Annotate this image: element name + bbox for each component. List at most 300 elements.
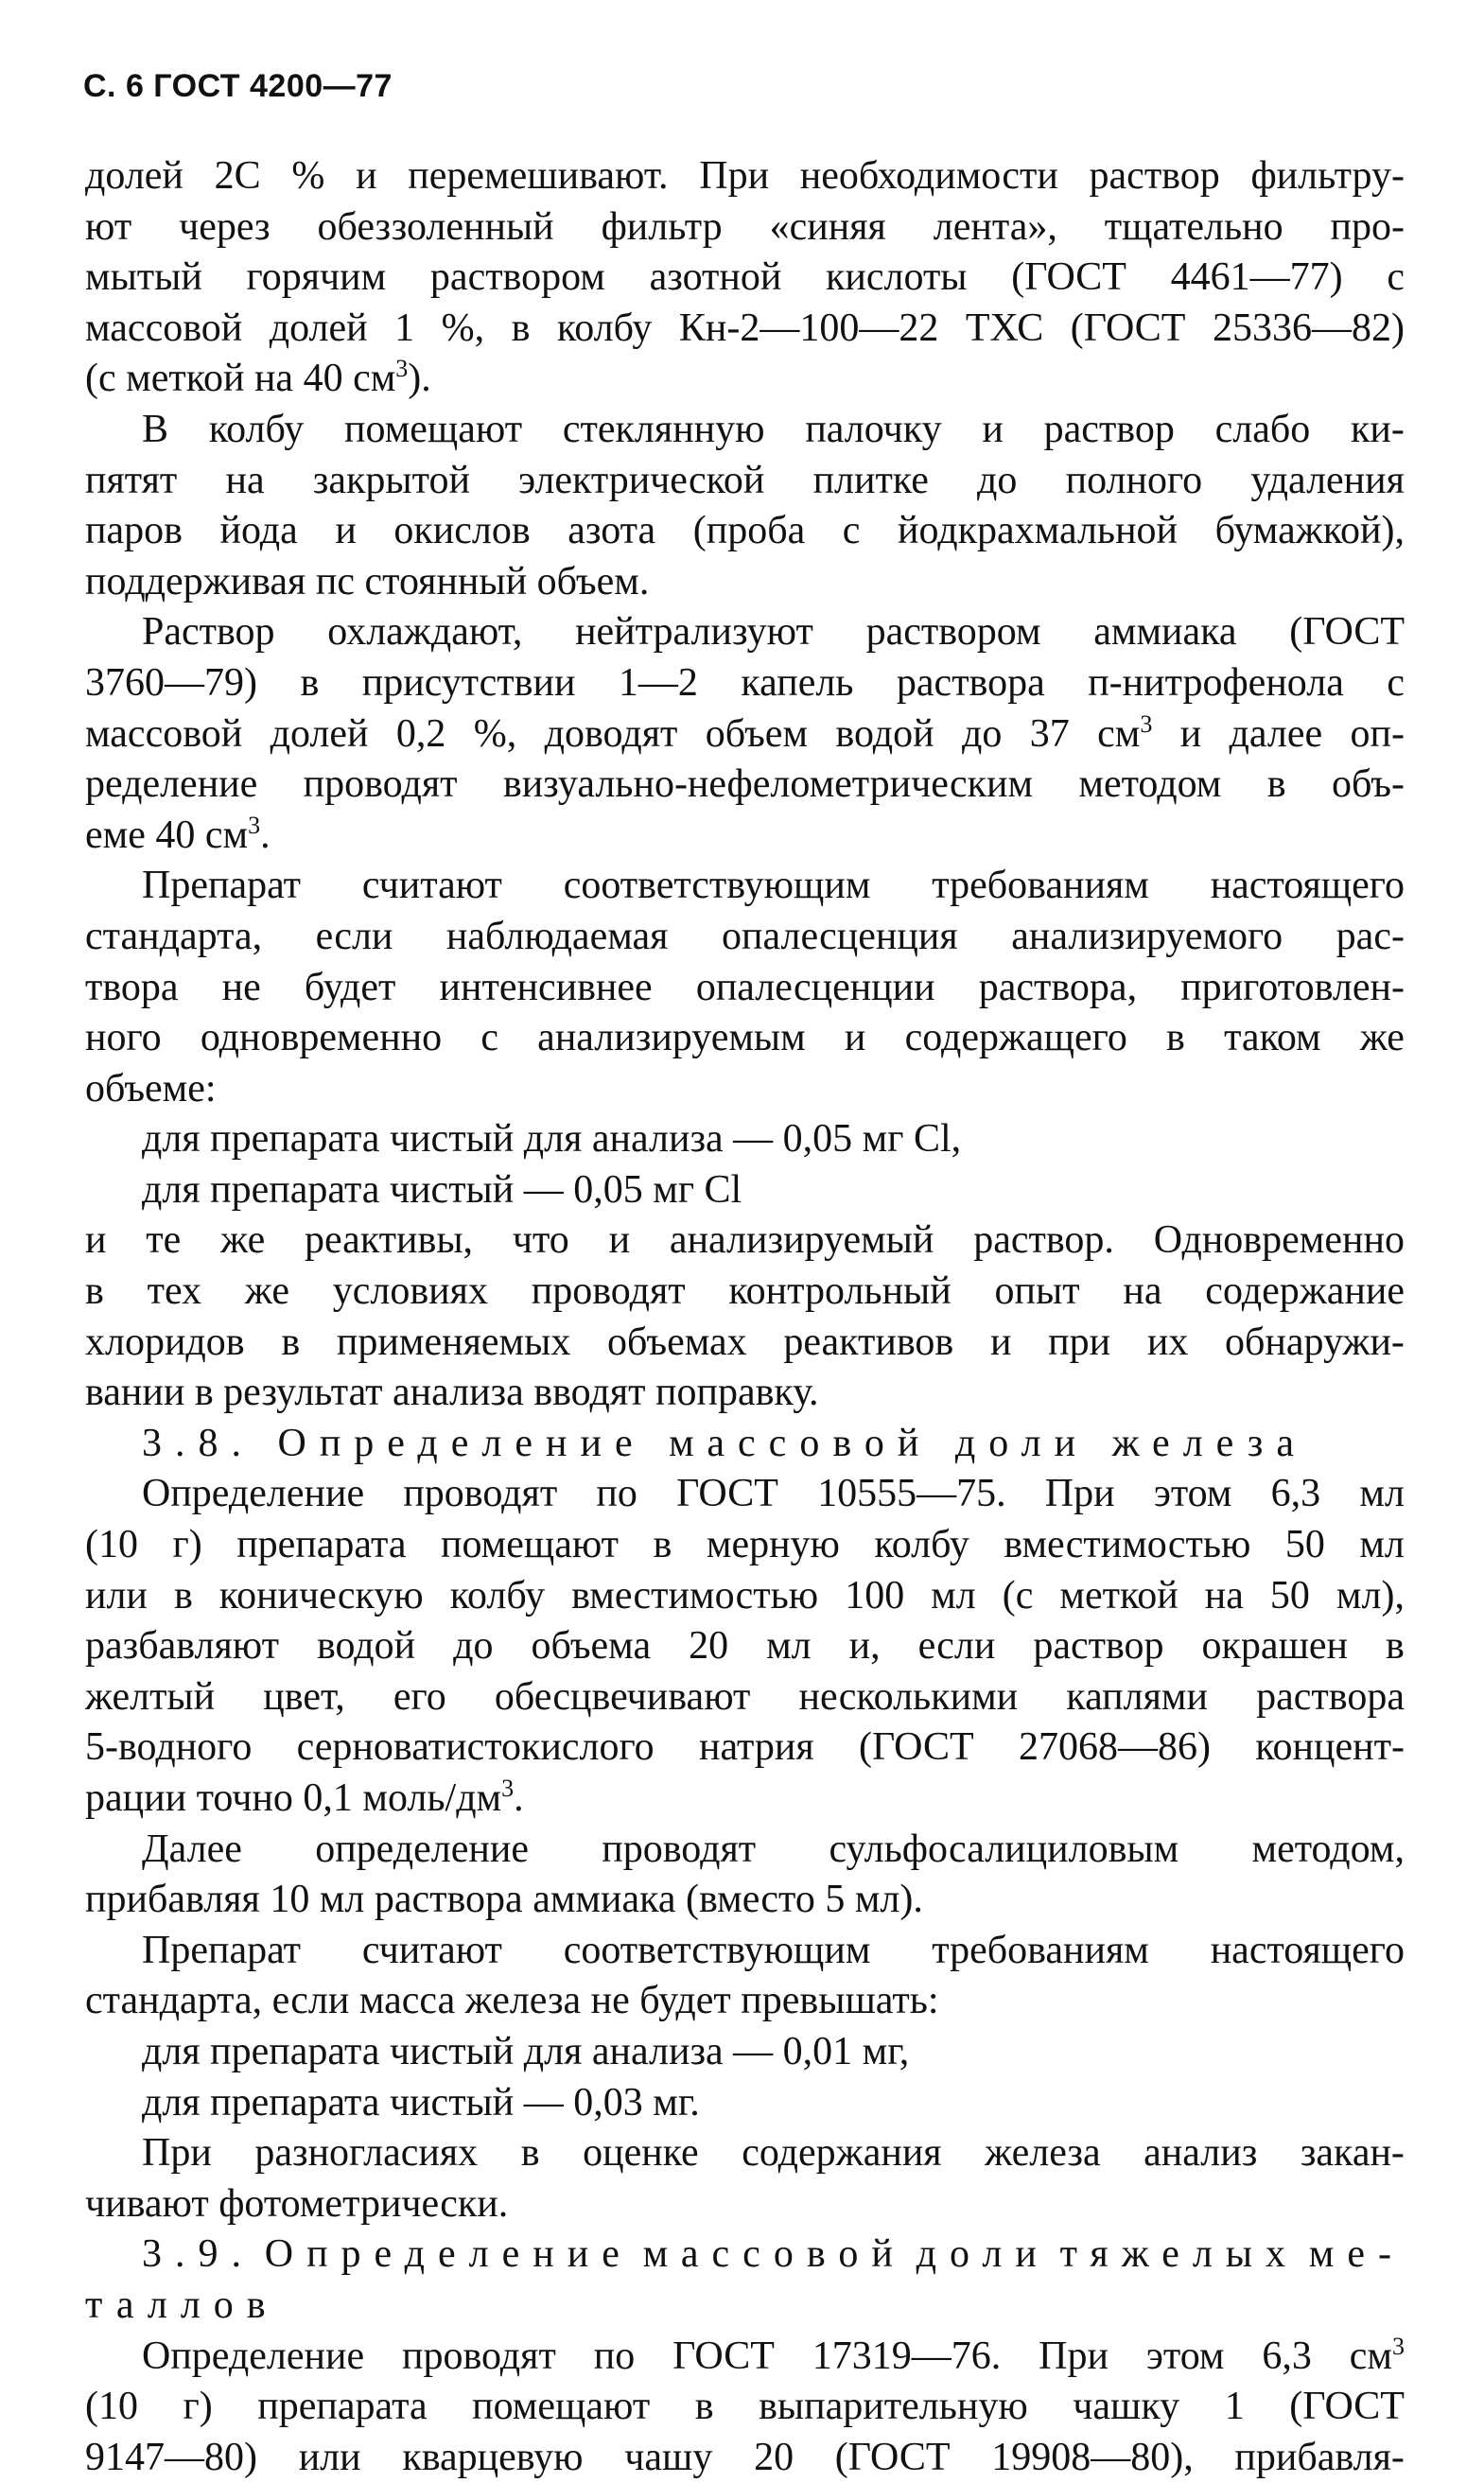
page-header: С. 6 ГОСТ 4200—77	[83, 68, 393, 104]
word: мл),	[1336, 1573, 1405, 1617]
text-line	[85, 1875, 1405, 1926]
word: фильтр	[601, 204, 723, 249]
word: 100	[845, 1573, 905, 1617]
word: раствора	[896, 660, 1045, 705]
word: 50	[1269, 1573, 1310, 1617]
word: 9147—80)	[85, 2435, 257, 2479]
word: содержащего	[904, 1016, 1127, 1060]
word: мл	[1359, 1472, 1405, 1516]
word: (с	[1002, 1573, 1034, 1617]
word: концент-	[1255, 1725, 1405, 1770]
word: Раствор	[142, 610, 275, 655]
word: наблюдаемая	[445, 914, 669, 958]
word: мл	[1359, 1523, 1405, 1567]
text-line	[85, 1165, 1405, 1216]
word: 19908—80),	[991, 2435, 1194, 2479]
word: колбу	[556, 306, 653, 350]
word: анализируемого	[1011, 914, 1283, 958]
word: г)	[172, 1523, 202, 1567]
text-run: .	[260, 813, 271, 857]
word: чашу	[624, 2435, 713, 2479]
word: препарата	[236, 1523, 407, 1567]
word: Определение	[142, 1472, 365, 1516]
text-line	[85, 506, 1405, 557]
word: закан-	[1300, 2131, 1405, 2176]
word: опалесценции	[695, 965, 935, 1009]
text-run: чивают фотометрически.	[85, 2181, 509, 2226]
word: и	[844, 1016, 866, 1060]
word: настоящего	[1210, 1928, 1405, 1972]
word: на	[1204, 1573, 1244, 1617]
word: прибавля-	[1234, 2435, 1405, 2479]
word: разногласиях	[254, 2131, 479, 2176]
superscript: 3	[501, 1775, 515, 1802]
word: считают	[361, 864, 502, 908]
text-run: для препарата чистый для анализа — 0,05 мг Cl,	[142, 1117, 962, 1162]
word: 3760—79)	[85, 660, 257, 705]
word: будет	[304, 965, 396, 1009]
word: 1	[1224, 2385, 1245, 2429]
word: с	[1387, 660, 1405, 705]
word: йодкрахмальной	[897, 509, 1178, 553]
word: раствор	[1033, 1624, 1164, 1669]
word: натрия	[698, 1725, 814, 1770]
word: (ГОСТ	[834, 2435, 951, 2479]
word: Кн-2—100—22	[678, 306, 939, 350]
text-run: вании в результат анализа вводят поправку.	[85, 1371, 819, 1415]
text-line	[85, 354, 1405, 405]
word: водой	[316, 1624, 416, 1669]
word: «синяя	[769, 204, 886, 249]
word: ГОСТ	[676, 1472, 778, 1516]
word: (ГОСТ	[1289, 610, 1405, 655]
word: требованиям	[932, 1928, 1149, 1972]
word: электрической	[518, 458, 765, 502]
text-line	[85, 557, 1405, 608]
word: если	[917, 1624, 996, 1669]
word: ТХС	[965, 306, 1044, 350]
word: в	[1386, 1624, 1405, 1669]
word: нейтрализуют	[575, 610, 813, 655]
word: если	[315, 914, 393, 958]
word: и	[335, 509, 357, 553]
text-line	[85, 2229, 1405, 2281]
word: 1	[394, 306, 415, 350]
word: массовой	[642, 2232, 906, 2277]
text-run: для препарата чистый — 0,03 мг.	[142, 2080, 700, 2125]
word: Препарат	[142, 1928, 301, 1972]
word: паров	[85, 509, 183, 553]
word: цвет,	[263, 1674, 345, 1719]
text-line	[85, 1368, 1405, 1419]
word: помещают	[344, 407, 523, 451]
word: железа	[985, 2131, 1101, 2176]
word: вместимостью	[1004, 1523, 1251, 1567]
word: проводят	[602, 1827, 757, 1871]
text-line	[85, 760, 1405, 811]
text-line	[85, 709, 1405, 761]
word: раствором	[429, 255, 605, 300]
word: анализ	[1144, 2131, 1258, 2176]
word: в	[300, 660, 320, 705]
word: долей	[85, 154, 183, 198]
word: %,	[441, 306, 485, 350]
text-line	[85, 1267, 1405, 1318]
word: объемах	[607, 1320, 747, 1364]
word: 1—2	[618, 660, 698, 705]
word: по	[596, 1472, 637, 1516]
text-line	[85, 1722, 1405, 1774]
word: раствор	[1043, 407, 1175, 451]
text-line	[85, 1064, 1405, 1115]
word: 4461—77)	[1170, 255, 1343, 300]
word: обесцвечивают	[494, 1674, 751, 1719]
word: бумажкой),	[1214, 509, 1405, 553]
word: 5-водного	[85, 1725, 253, 1770]
word: стеклянную	[562, 407, 765, 451]
word: что	[512, 1218, 569, 1263]
word: колбу	[449, 1573, 546, 1617]
text-line	[85, 202, 1405, 254]
word: присутствии	[361, 660, 576, 705]
word: 27068—86)	[1018, 1725, 1211, 1770]
word: проводят	[403, 1472, 558, 1516]
word: помещают	[472, 2385, 651, 2429]
text-line	[85, 1672, 1405, 1723]
word: мерную	[706, 1523, 840, 1567]
word: соответствующим	[563, 1928, 871, 1972]
word: (проба	[692, 509, 806, 553]
superscript: 3	[1140, 709, 1153, 738]
text-line	[85, 1774, 1405, 1825]
word: условиях	[332, 1269, 488, 1314]
word: (ГОСТ	[1070, 306, 1186, 350]
word: применяемых	[336, 1320, 571, 1364]
word: же	[220, 1218, 266, 1263]
text-line	[85, 1926, 1405, 1977]
word: обеззоленный	[317, 204, 554, 249]
word: проводят	[303, 762, 458, 807]
word: и	[85, 1218, 107, 1263]
word: раствором	[865, 610, 1041, 655]
word: и	[608, 1218, 631, 1263]
text-line	[85, 607, 1405, 658]
word: опыт	[994, 1269, 1080, 1314]
text-line	[85, 405, 1405, 456]
word: определение	[315, 1827, 529, 1871]
text-line	[85, 1419, 1405, 1470]
word: с	[1387, 255, 1405, 300]
word: йода	[219, 509, 298, 553]
word: азота	[567, 509, 656, 553]
text-run: массовой долей 0,2 %, доводят объем водой до 37 см	[85, 711, 1141, 756]
word: 50	[1284, 1523, 1325, 1567]
word: палочку	[805, 407, 942, 451]
word: 6,3	[1270, 1472, 1321, 1516]
text-line	[85, 2382, 1405, 2433]
word: и	[989, 1320, 1012, 1364]
text-line	[85, 1571, 1405, 1622]
text-line	[85, 861, 1405, 912]
word: охлаждают,	[327, 610, 523, 655]
word: объ-	[1331, 762, 1405, 807]
word: (10	[85, 1523, 138, 1567]
text-run: (с меткой на 40 см	[85, 357, 396, 401]
text-run: и далее оп-	[1152, 711, 1405, 756]
word: методом	[1078, 762, 1222, 807]
word: несколькими	[798, 1674, 1019, 1719]
word: ют	[85, 204, 132, 249]
word: раствор.	[973, 1218, 1114, 1263]
word: или	[85, 1573, 148, 1617]
word: ки-	[1351, 407, 1405, 451]
word: в	[694, 2385, 714, 2429]
word: при	[1048, 1320, 1111, 1364]
document-body	[85, 151, 1405, 2483]
word: в	[1166, 1016, 1185, 1060]
text-run: таллов	[85, 2282, 279, 2327]
text-run: ).	[408, 357, 431, 401]
word: обнаружи-	[1225, 1320, 1405, 1364]
text-run: для препарата чистый — 0,05 мг Cl	[142, 1167, 742, 1212]
text-run: еме 40 см	[85, 813, 249, 857]
word: содержания	[742, 2131, 942, 2176]
word: ределение	[85, 762, 258, 807]
word: тяжелых	[1059, 2232, 1300, 2277]
word: раствор	[1089, 154, 1220, 198]
word: же	[244, 1269, 289, 1314]
word: стандарта,	[85, 914, 263, 958]
word: тех	[147, 1269, 202, 1314]
word: и	[356, 154, 377, 198]
text-run: для препарата чистый для анализа — 0,01 мг,	[142, 2029, 910, 2073]
word: про-	[1330, 204, 1405, 249]
text-line	[85, 2179, 1405, 2230]
word: в	[653, 1523, 672, 1567]
word: одновременно	[200, 1016, 443, 1060]
word: ме-	[1308, 2232, 1405, 2277]
word: таком	[1224, 1016, 1321, 1060]
word: лента»,	[933, 204, 1057, 249]
word: аммиака	[1093, 610, 1237, 655]
text-run: поддерживая пс стоянный объем.	[85, 559, 650, 603]
word: проводят	[531, 1269, 686, 1314]
word: 20	[754, 2435, 794, 2479]
word: чашку	[1073, 2385, 1180, 2429]
text-line	[85, 1825, 1405, 1876]
text-run: рации точно 0,1 моль/дм	[85, 1776, 502, 1820]
word: (ГОСТ	[1289, 2385, 1405, 2429]
text-line	[85, 1318, 1405, 1369]
word: долей	[269, 306, 368, 350]
word: При	[699, 154, 770, 198]
word: массовой	[85, 306, 243, 350]
word: Препарат	[142, 864, 301, 908]
word: сульфосалициловым	[829, 1827, 1179, 1871]
word: же	[1359, 1016, 1405, 1060]
word: содержание	[1205, 1269, 1405, 1314]
word: 20	[689, 1624, 729, 1669]
word: или	[298, 2435, 361, 2479]
word: плитке	[812, 458, 929, 502]
word: ного	[85, 1016, 162, 1060]
text-run: 3.8. Определение массовой доли железа	[142, 1421, 1308, 1465]
text-line	[85, 1469, 1405, 1520]
word: При	[1044, 1472, 1115, 1516]
word: При	[142, 2131, 212, 2176]
word: меткой	[1059, 1573, 1178, 1617]
word: этом	[1153, 1472, 1232, 1516]
word: с	[480, 1016, 498, 1060]
word: интенсивнее	[439, 965, 653, 1009]
word: анализируемый	[669, 1218, 934, 1263]
word: твора	[85, 965, 179, 1009]
word: кислоты	[826, 255, 968, 300]
text-line	[85, 811, 1405, 862]
word: 10555—75.	[817, 1472, 1006, 1516]
text-line	[85, 2332, 1405, 2383]
word: (ГОСТ	[858, 1725, 974, 1770]
text-line	[85, 151, 1405, 202]
text-line	[85, 304, 1405, 355]
word: настоящего	[1210, 864, 1405, 908]
word: горячим	[246, 255, 387, 300]
word: 3.9.	[142, 2232, 254, 2277]
text-line	[85, 1520, 1405, 1571]
word: 25336—82)	[1212, 306, 1405, 350]
word: и	[982, 407, 1004, 451]
text-line	[85, 1976, 1405, 2027]
word: (ГОСТ	[1011, 255, 1126, 300]
word: препарата	[257, 2385, 428, 2429]
word: соответствующим	[563, 864, 871, 908]
word: приготовлен-	[1180, 965, 1405, 1009]
word: опалесценция	[722, 914, 958, 958]
word: доли	[916, 2232, 1050, 2277]
text-run: объеме:	[85, 1066, 217, 1110]
word: слабо	[1214, 407, 1311, 451]
word: серноватистокислого	[296, 1725, 655, 1770]
word: до	[453, 1624, 494, 1669]
word: в	[511, 306, 531, 350]
word: не	[221, 965, 261, 1009]
text-line	[85, 963, 1405, 1014]
text-line	[85, 1215, 1405, 1267]
word: удаления	[1250, 458, 1405, 502]
word: колбу	[208, 407, 305, 451]
word: каплями	[1066, 1674, 1208, 1719]
word: капель	[741, 660, 854, 705]
word: окрашен	[1201, 1624, 1349, 1669]
word: выпарительную	[759, 2385, 1028, 2429]
superscript: 3	[1392, 2332, 1405, 2360]
text-line	[85, 2128, 1405, 2179]
word: контрольный	[728, 1269, 952, 1314]
word: колбу	[874, 1523, 969, 1567]
word: (10	[85, 2385, 138, 2429]
text-run: прибавляя 10 мл раствора аммиака (вместо 5 мл).	[85, 1878, 923, 1922]
word: реактивы,	[305, 1218, 474, 1263]
word: требованиям	[932, 864, 1149, 908]
text-line	[85, 1013, 1405, 1064]
word: кварцевую	[402, 2435, 584, 2479]
superscript: 3	[395, 355, 409, 383]
word: Далее	[142, 1827, 242, 1871]
word: разбавляют	[85, 1624, 279, 1669]
word: те	[146, 1218, 182, 1263]
word: необходимости	[799, 154, 1058, 198]
word: в	[281, 1320, 301, 1364]
text-run: Определение проводят по ГОСТ 17319—76. При этом 6,3 см	[142, 2334, 1392, 2378]
word: через	[179, 204, 271, 249]
word: в	[173, 1573, 193, 1617]
text-line	[85, 658, 1405, 709]
word: на	[225, 458, 265, 502]
word: в	[85, 1269, 104, 1314]
word: пятят	[85, 458, 178, 502]
text-run: стандарта, если масса железа не будет превышать:	[85, 1979, 939, 2023]
word: желтый	[85, 1674, 216, 1719]
word: г)	[183, 2385, 213, 2429]
word: считают	[361, 1928, 502, 1972]
word: закрытой	[312, 458, 470, 502]
word: Определение	[264, 2232, 633, 2277]
text-run: .	[514, 1776, 524, 1820]
word: азотной	[649, 255, 782, 300]
word: помещают	[440, 1523, 620, 1567]
word: рас-	[1336, 914, 1405, 958]
text-line	[85, 253, 1405, 304]
word: мл	[766, 1624, 812, 1669]
word: вместимостью	[571, 1573, 819, 1617]
text-line	[85, 2078, 1405, 2129]
word: методом,	[1251, 1827, 1405, 1871]
word: п-нитрофенола	[1088, 660, 1344, 705]
word: и,	[848, 1624, 881, 1669]
word: коническую	[218, 1573, 424, 1617]
text-line	[85, 2433, 1405, 2483]
word: тщательно	[1104, 204, 1283, 249]
text-line	[85, 456, 1405, 507]
word: раствора,	[978, 965, 1138, 1009]
word: его	[393, 1674, 446, 1719]
text-line	[85, 2281, 1405, 2332]
word: хлоридов	[85, 1320, 245, 1364]
word: их	[1146, 1320, 1189, 1364]
word: в	[1266, 762, 1286, 807]
superscript: 3	[248, 811, 261, 839]
word: полного	[1065, 458, 1203, 502]
word: В	[142, 407, 169, 451]
word: до	[977, 458, 1018, 502]
word: анализируемым	[537, 1016, 806, 1060]
word: на	[1123, 1269, 1162, 1314]
word: перемешивают.	[408, 154, 669, 198]
word: оценке	[583, 2131, 699, 2176]
text-line	[85, 912, 1405, 963]
word: мытый	[85, 255, 202, 300]
word: с	[842, 509, 861, 553]
word: визуально-нефелометрическим	[502, 762, 1034, 807]
word: фильтру-	[1250, 154, 1405, 198]
word: 2С	[214, 154, 261, 198]
text-line	[85, 1114, 1405, 1165]
word: %	[291, 154, 325, 198]
word: Одновременно	[1153, 1218, 1405, 1263]
word: раствора	[1256, 1674, 1405, 1719]
word: в	[520, 2131, 540, 2176]
word: мл	[931, 1573, 976, 1617]
